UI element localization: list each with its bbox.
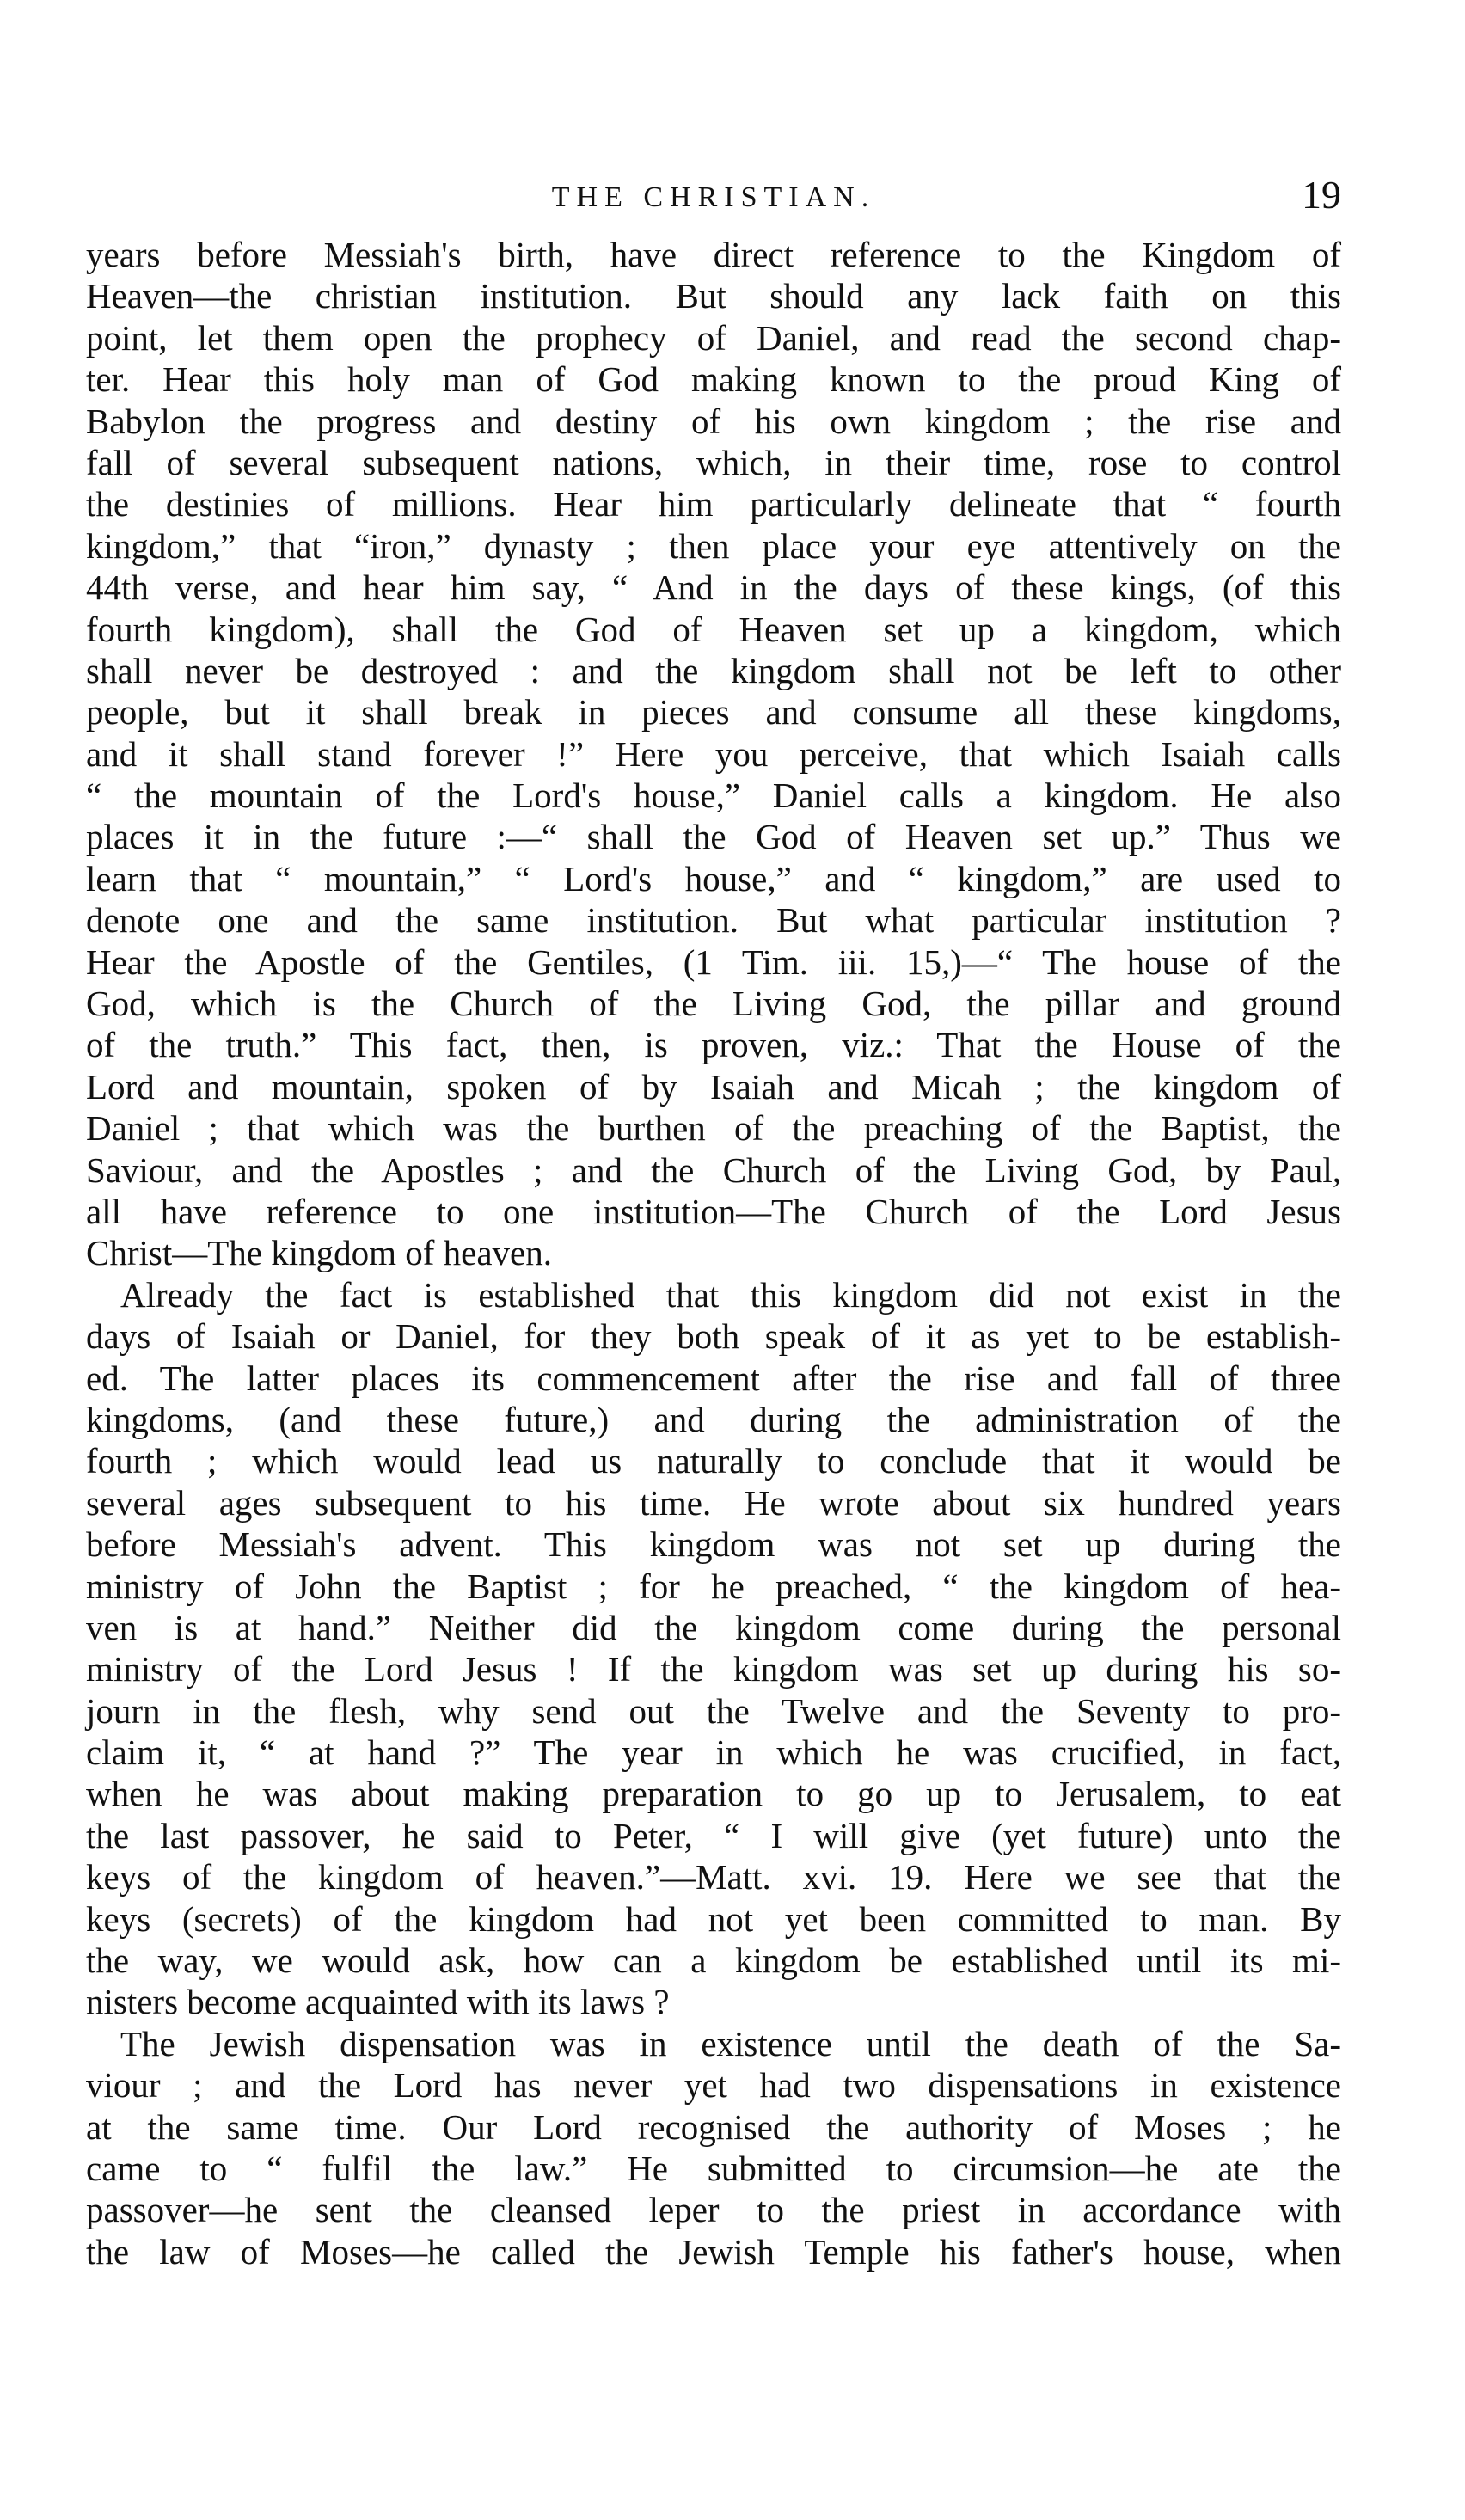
text-line: Daniel ; that which was the burthen of the preaching of the Baptist, the bbox=[86, 1108, 1341, 1149]
text-line: years before Messiah's birth, have direct reference to the Kingdom of bbox=[86, 235, 1341, 274]
text-line: ter. Hear this holy man of God making known to the proud King of bbox=[86, 359, 1341, 400]
text-line: people, but it shall break in pieces and consume all these kingdoms, bbox=[86, 692, 1341, 733]
paragraph bbox=[86, 234, 1341, 1274]
text-line: Heaven—the christian institution. But should any lack faith on this bbox=[86, 276, 1341, 316]
text-line: the last passover, he said to Peter, “ I will give (yet future) unto the bbox=[86, 1815, 1341, 1855]
text-line: ven is at hand.” Neither did the kingdom come during the personal bbox=[86, 1607, 1341, 1647]
text-line: ministry of the Lord Jesus ! If the kingdom was set up during his so- bbox=[86, 1649, 1341, 1689]
text-line: 44th verse, and hear him say, “ And in the days of these kings, (of this bbox=[86, 567, 1341, 608]
text-line: Already the fact is established that this kingdom did not exist in the bbox=[120, 1274, 1341, 1315]
text-line: places it in the future :—“ shall the God of Heaven set up.” Thus we bbox=[86, 817, 1341, 857]
text-line: God, which is the Church of the Living God, the pillar and ground bbox=[86, 984, 1341, 1024]
text-line: before Messiah's advent. This kingdom was not set up during the bbox=[86, 1524, 1341, 1565]
text-line: denote one and the same institution. But what particular institution ? bbox=[86, 900, 1341, 941]
text-line: at the same time. Our Lord recognised the authority of Moses ; he bbox=[86, 2106, 1341, 2147]
text-line: Babylon the progress and destiny of his own kingdom ; the rise and bbox=[86, 401, 1341, 441]
text-line: came to “ fulfil the law.” He submitted to circumsion—he ate the bbox=[86, 2148, 1341, 2188]
text-line: keys of the kingdom of heaven.”—Matt. xvi. 19. Here we see that the bbox=[86, 1857, 1341, 1898]
text-line: Hear the Apostle of the Gentiles, (1 Tim. iii. 15,)—“ The house of the bbox=[86, 941, 1341, 982]
text-line: kingdom,” that “iron,” dynasty ; then place your eye attentively on the bbox=[86, 525, 1341, 566]
text-line: several ages subsequent to his time. He wrote about six hundred years bbox=[86, 1482, 1341, 1523]
running-title: THE CHRISTIAN. bbox=[551, 181, 876, 213]
text-line: all have reference to one institution—The Church of the Lord Jesus bbox=[86, 1191, 1341, 1231]
page-header bbox=[86, 173, 1341, 228]
text-line: fourth kingdom), shall the God of Heaven set up a kingdom, which bbox=[86, 609, 1341, 649]
text-line: learn that “ mountain,” “ Lord's house,” and “ kingdom,” are used to bbox=[86, 858, 1341, 898]
text-line: of the truth.” This fact, then, is proven, viz.: That the House of the bbox=[86, 1025, 1341, 1065]
text-line: Saviour, and the Apostles ; and the Church of the Living God, by Paul, bbox=[86, 1150, 1341, 1190]
text-line: ministry of John the Baptist ; for he preached, “ the kingdom of hea- bbox=[86, 1566, 1341, 1606]
text-line: viour ; and the Lord has never yet had two dispensations in existence bbox=[86, 2065, 1341, 2106]
text-line: fourth ; which would lead us naturally to conclude that it would be bbox=[86, 1441, 1341, 1481]
text-line: Christ—The kingdom of heaven. bbox=[86, 1233, 553, 1273]
paragraph bbox=[86, 2023, 1341, 2272]
text-line: Lord and mountain, spoken of by Isaiah and Micah ; the kingdom of bbox=[86, 1066, 1341, 1107]
text-line: days of Isaiah or Daniel, for they both speak of it as yet to be establish- bbox=[86, 1316, 1341, 1357]
text-line: when he was about making preparation to go up to Jerusalem, to eat bbox=[86, 1774, 1341, 1814]
text-line: passover—he sent the cleansed leper to the priest in accordance with bbox=[86, 2190, 1341, 2230]
text-line: ed. The latter places its commencement after the rise and fall of three bbox=[86, 1358, 1341, 1398]
text-line: shall never be destroyed : and the kingdom shall not be left to other bbox=[86, 650, 1341, 690]
text-line: point, let them open the prophecy of Daniel, and read the second chap- bbox=[86, 317, 1341, 358]
text-line: nisters become acquainted with its laws ? bbox=[86, 1982, 670, 2022]
text-line: The Jewish dispensation was in existence until the death of the Sa- bbox=[120, 2023, 1341, 2063]
paragraph bbox=[86, 1274, 1341, 2023]
text-line: fall of several subsequent nations, which, in their time, rose to control bbox=[86, 442, 1341, 482]
text-line: the way, we would ask, how can a kingdom be established until its mi- bbox=[86, 1941, 1341, 1981]
body-text bbox=[86, 234, 1341, 2272]
text-line: claim it, “ at hand ?” The year in which he was crucified, in fact, bbox=[86, 1732, 1341, 1773]
text-line: the law of Moses—he called the Jewish Temple his father's house, when bbox=[86, 2231, 1341, 2272]
text-line: the destinies of millions. Hear him particularly delineate that “ fourth bbox=[86, 484, 1341, 524]
text-line: and it shall stand forever !” Here you perceive, that which Isaiah calls bbox=[86, 733, 1341, 774]
text-line: journ in the flesh, why send out the Twelve and the Seventy to pro- bbox=[86, 1690, 1341, 1731]
text-line: kingdoms, (and these future,) and during the administration of the bbox=[86, 1399, 1341, 1439]
text-line: keys (secrets) of the kingdom had not yet been committed to man. By bbox=[86, 1898, 1341, 1939]
text-line: “ the mountain of the Lord's house,” Daniel calls a kingdom. He also bbox=[86, 776, 1341, 816]
page-number: 19 bbox=[1302, 173, 1341, 217]
